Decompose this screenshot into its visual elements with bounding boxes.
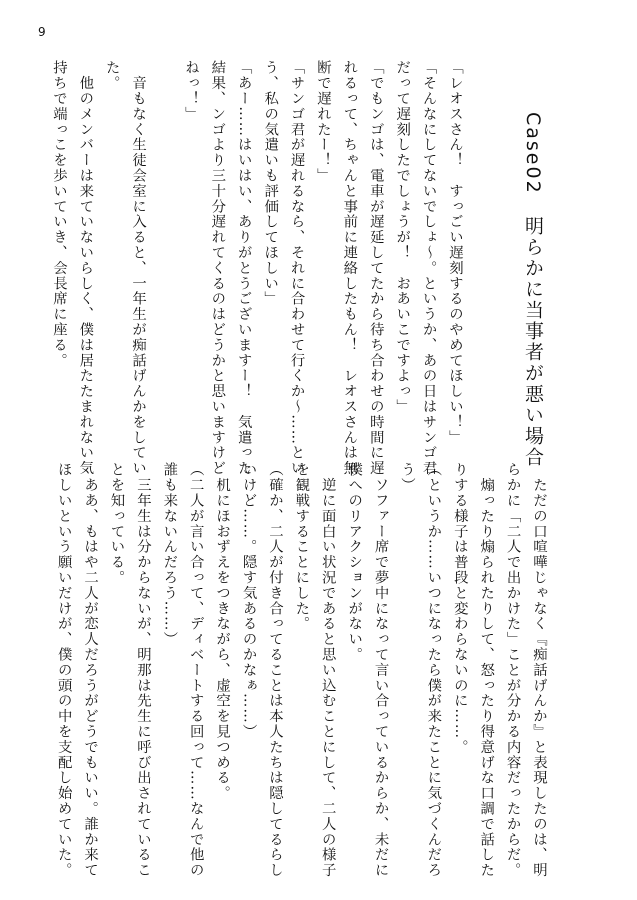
text-line: 「サンゴ君が遅れるなら、それに合わせて行くか〜……とい [288, 60, 305, 476]
text-line: りする様子は普段と変わらないのに……。 [451, 462, 468, 755]
text-line: （確か、二人が付き合ってることは本人たちは隠してるらし [266, 462, 283, 878]
upper-text-block [50, 60, 468, 476]
text-line: 「レオスさん！ すっごい遅刻するのやめてほしい！」 [447, 60, 463, 445]
text-line: 僕へのリアクションがない。 [346, 462, 363, 663]
text-line: らかに「二人で出かけた」ことが分かる内容だったからだ。 [504, 462, 521, 878]
text-line: （二人が言い合って、ディベートする回って……なんで他の [187, 462, 204, 878]
page-number: 9 [38, 25, 46, 39]
text-line: 机にほおずえをつきながら、虚空を見つめる。 [214, 462, 231, 801]
text-line: う） [398, 462, 415, 493]
text-line: 結果、ンゴより三十分遅れてくるのはどうかと思いますけど [209, 60, 226, 476]
text-line: 「あー……はいはい、ありがとうございますー！ 気遣った [235, 60, 252, 476]
text-line: 断で遅れたー！」 [314, 60, 331, 184]
text-line: れるって、ちゃんと事前に連絡したもん！ レオスさんは無 [341, 60, 358, 476]
blank-line [151, 60, 177, 460]
text-line: ソファー席で夢中になって言い合っているからか、未だに [372, 462, 389, 878]
text-line: を観戦することにした。 [293, 462, 310, 632]
lower-text-block [55, 462, 552, 878]
text-line: 煽ったり煽られたりして、怒ったり得意げな口調で話した [478, 462, 495, 878]
text-line: た。 [103, 60, 120, 91]
chapter-title: Case02 明らかに当事者が悪い場合 [522, 112, 544, 468]
text-line: う、私の気遣いも評価してほしい」 [262, 60, 279, 307]
text-line: だって遅刻したでしょうが！ おあいこですよっ」 [394, 60, 411, 415]
text-line: 逆に面白い状況であると思い込むことにして、二人の様子 [319, 462, 336, 878]
text-line: 三年生は分からないが、明那は先生に呼び出されているこ [134, 462, 151, 878]
text-line: 他のメンバーは来ていないらしく、僕は居たたまれない気 [77, 60, 94, 476]
text-line: とを知っている。 [108, 462, 125, 586]
text-line: ただの口喧嘩じゃなく『痴話げんか』と表現したのは、明 [531, 462, 547, 878]
text-line: 「そんなにしてないでしょ〜。というか、あの日はサンゴ君 [420, 60, 437, 476]
text-line: 音もなく生徒会室に入ると、一年生が痴話げんかをしてい [130, 60, 147, 476]
text-line: いけど……。隠す気あるのかなぁ……） [240, 462, 257, 740]
text-line: ああ、もはや二人が恋人だろうがどうでもいい。誰か来て [82, 462, 99, 878]
text-line: 誰も来ないんだろう……） [161, 462, 178, 647]
text-line: ほしいという願いだけが、僕の頭の中を支配し始めていた。 [55, 462, 72, 878]
text-line: （というか……いつになったら僕が来たことに気づくんだろ [425, 462, 442, 878]
text-line: ねっ！」 [182, 60, 199, 122]
text-line: 持ちで端っこを歩いていき、会長席に座る。 [50, 60, 67, 368]
text-line: 「でもンゴは、電車が遅延してたから待ち合わせの時間に遅 [367, 60, 384, 476]
